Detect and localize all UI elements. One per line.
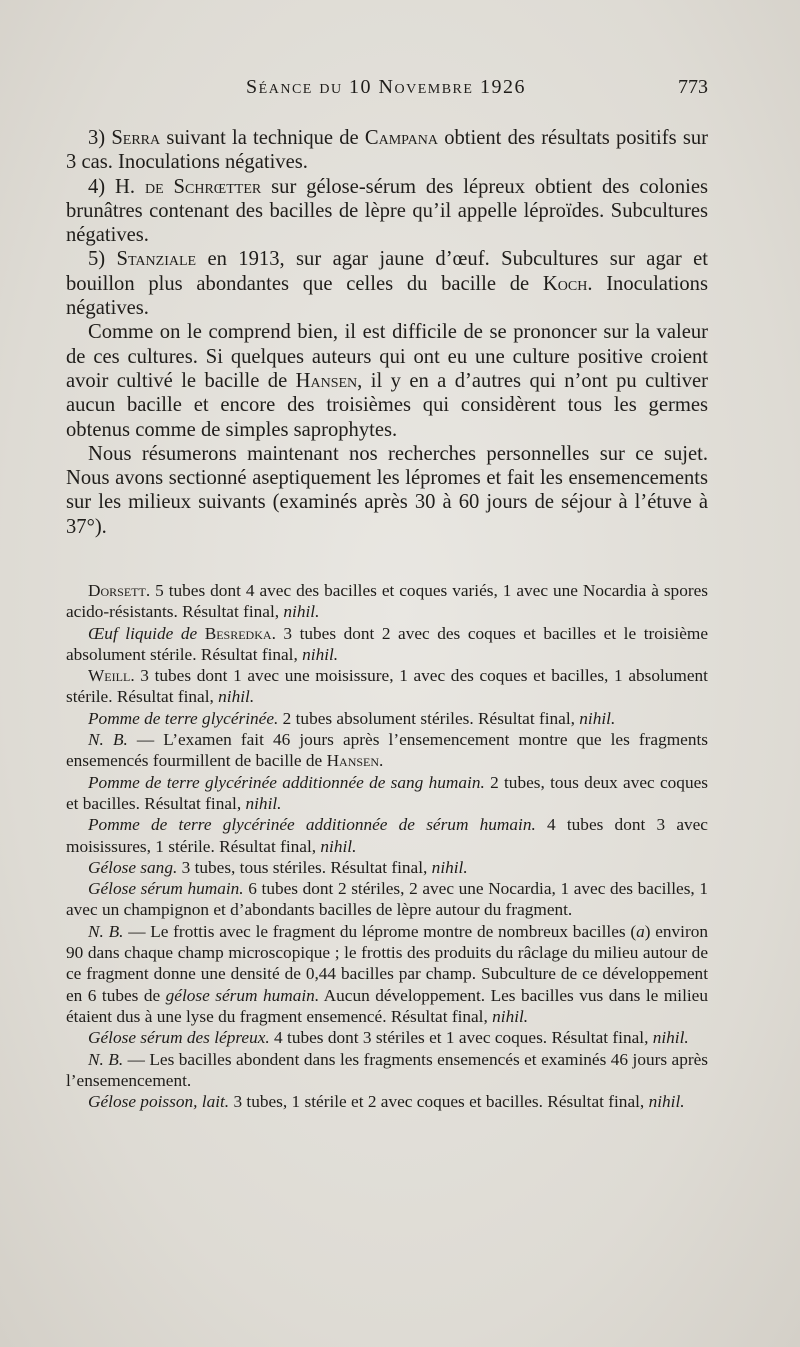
result-pomme-serum: Pomme de terre glycérinée additionnée de sérum humain. 4 tubes dont 3 avec moisissures, 1 stérile. Résultat final, nihil. — [66, 815, 708, 856]
header-title: Séance du 10 Novembre 1926 — [246, 76, 526, 98]
result-gelose-serum-lepreux: Gélose sérum des lépreux. 4 tubes dont 3 stériles et 1 avec coques. Résultat final, nihil. — [88, 1028, 689, 1048]
result-pomme-de-terre: Pomme de terre glycérinée. 2 tubes absolument stériles. Résultat final, nihil. — [88, 708, 616, 728]
page-number: 773 — [678, 76, 708, 98]
result-gelose-poisson: Gélose poisson, lait. 3 tubes, 1 stérile et 2 avec coques et bacilles. Résultat final, nihil. — [88, 1092, 685, 1112]
result-oeuf-liquide: Œuf liquide de Besredka. 3 tubes dont 2 avec des coques et bacilles et le troisième absolument stérile. Résultat final, nihil. — [66, 623, 708, 664]
note-nb-2: N. B. — Le frottis avec le fragment du léprome montre de nombreux bacilles (a) environ 90 dans chaque champ microscopique ; le frottis des produits du râclage du milieu autour de ce fragment donne une densité de 0,44 bacilles par champ. Subculture de ce développement en 6 tubes de gélose sérum humain. Aucun développement. Les bacilles vus dans le milieu étaient dus à une lyse du fragment ensemencé. Résultat final, nihil. — [66, 921, 708, 1026]
paragraph-schroetter: 4) H. de Schrœtter sur gélose-sérum des lépreux obtient des colonies brunâtres contenant des bacilles de lèpre qu’il appelle léproïdes. Subcultures négatives. — [66, 175, 708, 247]
running-header — [64, 76, 708, 104]
note-nb-1: N. B. — L’examen fait 46 jours après l’ensemencement montre que les fragments ensemencés fourmillent de bacille de Hansen. — [66, 730, 709, 771]
result-dorsett: Dorsett. 5 tubes dont 4 avec des bacilles et coques variés, 1 avec une Nocardia à spores acido-résistants. Résultat final, nihil. — [66, 581, 708, 622]
result-pomme-sang: Pomme de terre glycérinée additionnée de sang humain. 2 tubes, tous deux avec coques et bacilles. Résultat final, nihil. — [66, 772, 708, 813]
result-gelose-serum-humain: Gélose sérum humain. 6 tubes dont 2 stériles, 2 avec une Nocardia, 1 avec des bacilles, 1 avec un champignon et d’abondants bacilles de lèpre autour du fragment. — [66, 879, 708, 920]
paragraph-serra: 3) Serra suivant la technique de Campana obtient des résultats positifs sur 3 cas. Inoculations négatives. — [66, 127, 708, 174]
paragraph-recherches: Nous résumerons maintenant nos recherches personnelles sur ce sujet. Nous avons sectionné aseptiquement les lépromes et fait les ensemencements sur les milieux suivants (examinés après 30 à 60 jours de séjour à l’étuve à 37°). — [66, 442, 708, 538]
result-weill: Weill. 3 tubes dont 1 avec une moisissure, 1 avec des coques et bacilles, 1 absolument stérile. Résultat final, nihil. — [66, 666, 708, 707]
paragraph-stanziale: 5) Stanziale en 1913, sur agar jaune d’œuf. Subcultures sur agar et bouillon plus abondantes que celles du bacille de Koch. Inoculations négatives. — [66, 248, 708, 320]
result-gelose-sang: Gélose sang. 3 tubes, tous stériles. Résultat final, nihil. — [88, 857, 468, 877]
note-nb-3: N. B. — Les bacilles abondent dans les fragments ensemencés et examinés 46 jours après l’ensemencement. — [66, 1049, 708, 1090]
paragraph-discussion: Comme on le comprend bien, il est difficile de se prononcer sur la valeur de ces cultures. Si quelques auteurs qui ont eu une culture positive croient avoir cultivé le bacille de Hansen, il y en a d’autres qui n’ont pu cultiver aucun bacille et encore des troisièmes qui considèrent tous les germes obtenus comme de simples saprophytes. — [66, 321, 708, 441]
main-text — [66, 126, 708, 539]
results-list — [66, 580, 708, 1112]
